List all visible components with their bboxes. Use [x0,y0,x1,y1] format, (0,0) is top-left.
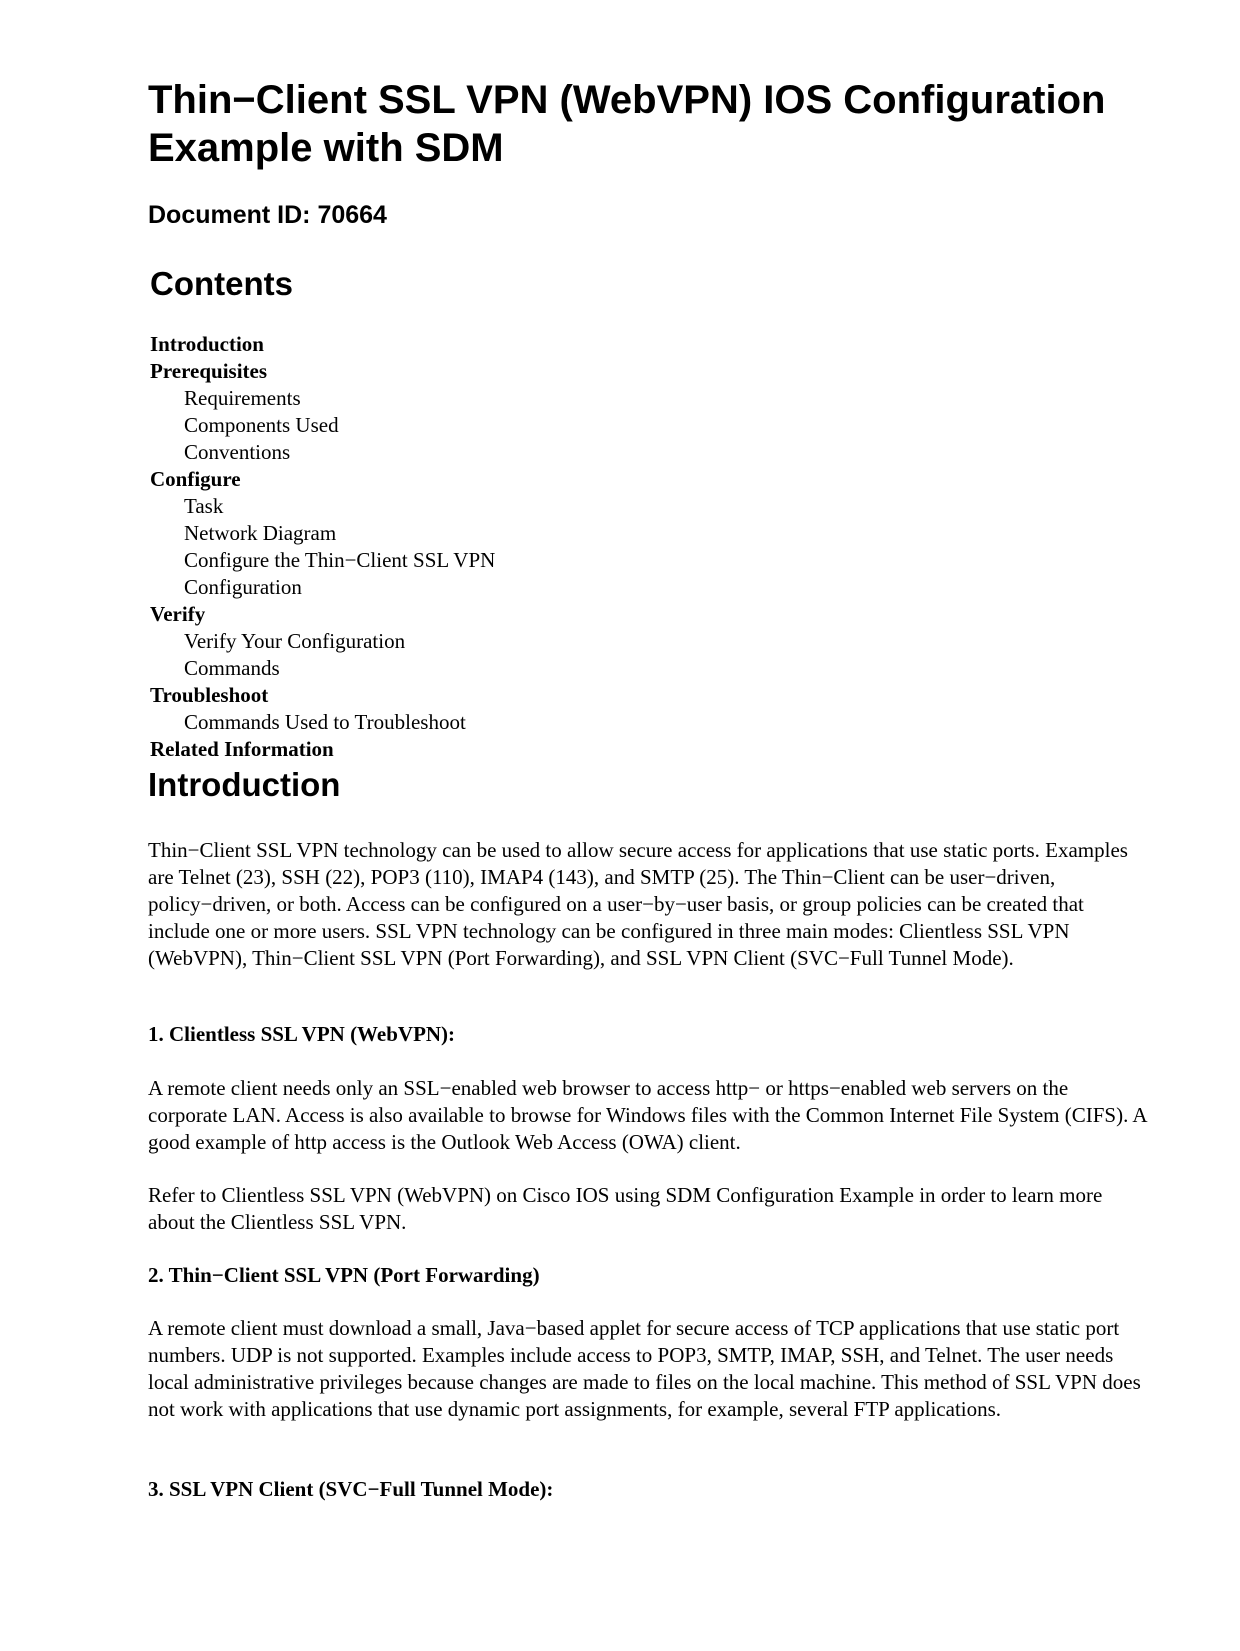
mode1-paragraph: A remote client needs only an SSL−enabled web browser to access http− or https−enabled web servers on the corporate LAN. Access is also available to browse for Windows files with the Common Internet File System (CIFS). A good example of http access is the Outlook Web Access (OWA) client. [148,1076,1147,1154]
contents-heading: Contents [150,265,293,302]
toc-item-configuration[interactable]: Configuration [184,575,302,599]
toc-item-network-diagram[interactable]: Network Diagram [184,521,337,545]
toc-item-verify[interactable]: Verify [150,602,206,626]
toc-item-commands-used-to-troubleshoot[interactable]: Commands Used to Troubleshoot [184,710,466,734]
toc-item-requirements[interactable]: Requirements [184,386,301,410]
introduction-paragraph: Thin−Client SSL VPN technology can be used to allow secure access for applications that use static ports. Examples are Telnet (23), SSH (22), POP3 (110), IMAP4 (143), and SMTP (25). The Thin−Client can be user−driven, policy−driven, or both. Access can be configured on a user−by−user basis, or group policies can be created that include one or more users. SSL VPN technology can be configured in three main modes: Clientless SSL VPN (WebVPN), Thin−Client SSL VPN (Port Forwarding), and SSL VPN Client (SVC−Full Tunnel Mode). [148,838,1128,970]
toc-item-related-information[interactable]: Related Information [150,737,334,761]
toc-item-task[interactable]: Task [184,494,224,518]
mode1-reference-paragraph: Refer to Clientless SSL VPN (WebVPN) on Cisco IOS using SDM Configuration Example in order to learn more about the Clientless SSL VPN. [148,1183,1103,1234]
toc-item-troubleshoot[interactable]: Troubleshoot [150,683,269,707]
table-of-contents [150,331,495,763]
toc-item-introduction[interactable]: Introduction [150,332,264,356]
toc-item-configure-thin-client[interactable]: Configure the Thin−Client SSL VPN [184,548,496,572]
toc-item-components-used[interactable]: Components Used [184,413,339,437]
document-id: Document ID: 70664 [148,201,387,229]
mode2-heading: 2. Thin−Client SSL VPN (Port Forwarding) [148,1263,540,1287]
introduction-heading: Introduction [148,766,341,803]
toc-item-verify-your-configuration[interactable]: Verify Your Configuration [184,629,406,653]
toc-item-commands[interactable]: Commands [184,656,280,680]
mode3-heading: 3. SSL VPN Client (SVC−Full Tunnel Mode): [148,1477,554,1501]
toc-item-prerequisites[interactable]: Prerequisites [150,359,268,383]
mode1-heading: 1. Clientless SSL VPN (WebVPN): [148,1022,456,1046]
toc-item-configure[interactable]: Configure [150,467,241,491]
document-title: Thin−Client SSL VPN (WebVPN) IOS Configuration Example with SDM [148,78,1106,170]
toc-item-conventions[interactable]: Conventions [184,440,291,464]
mode2-paragraph: A remote client must download a small, Java−based applet for secure access of TCP applications that use static port numbers. UDP is not supported. Examples include access to POP3, SMTP, IMAP, SSH, and Telnet. The user needs local administrative privileges because changes are made to files on the local machine. This method of SSL VPN does not work with applications that use dynamic port assignments, for example, several FTP applications. [148,1316,1141,1421]
